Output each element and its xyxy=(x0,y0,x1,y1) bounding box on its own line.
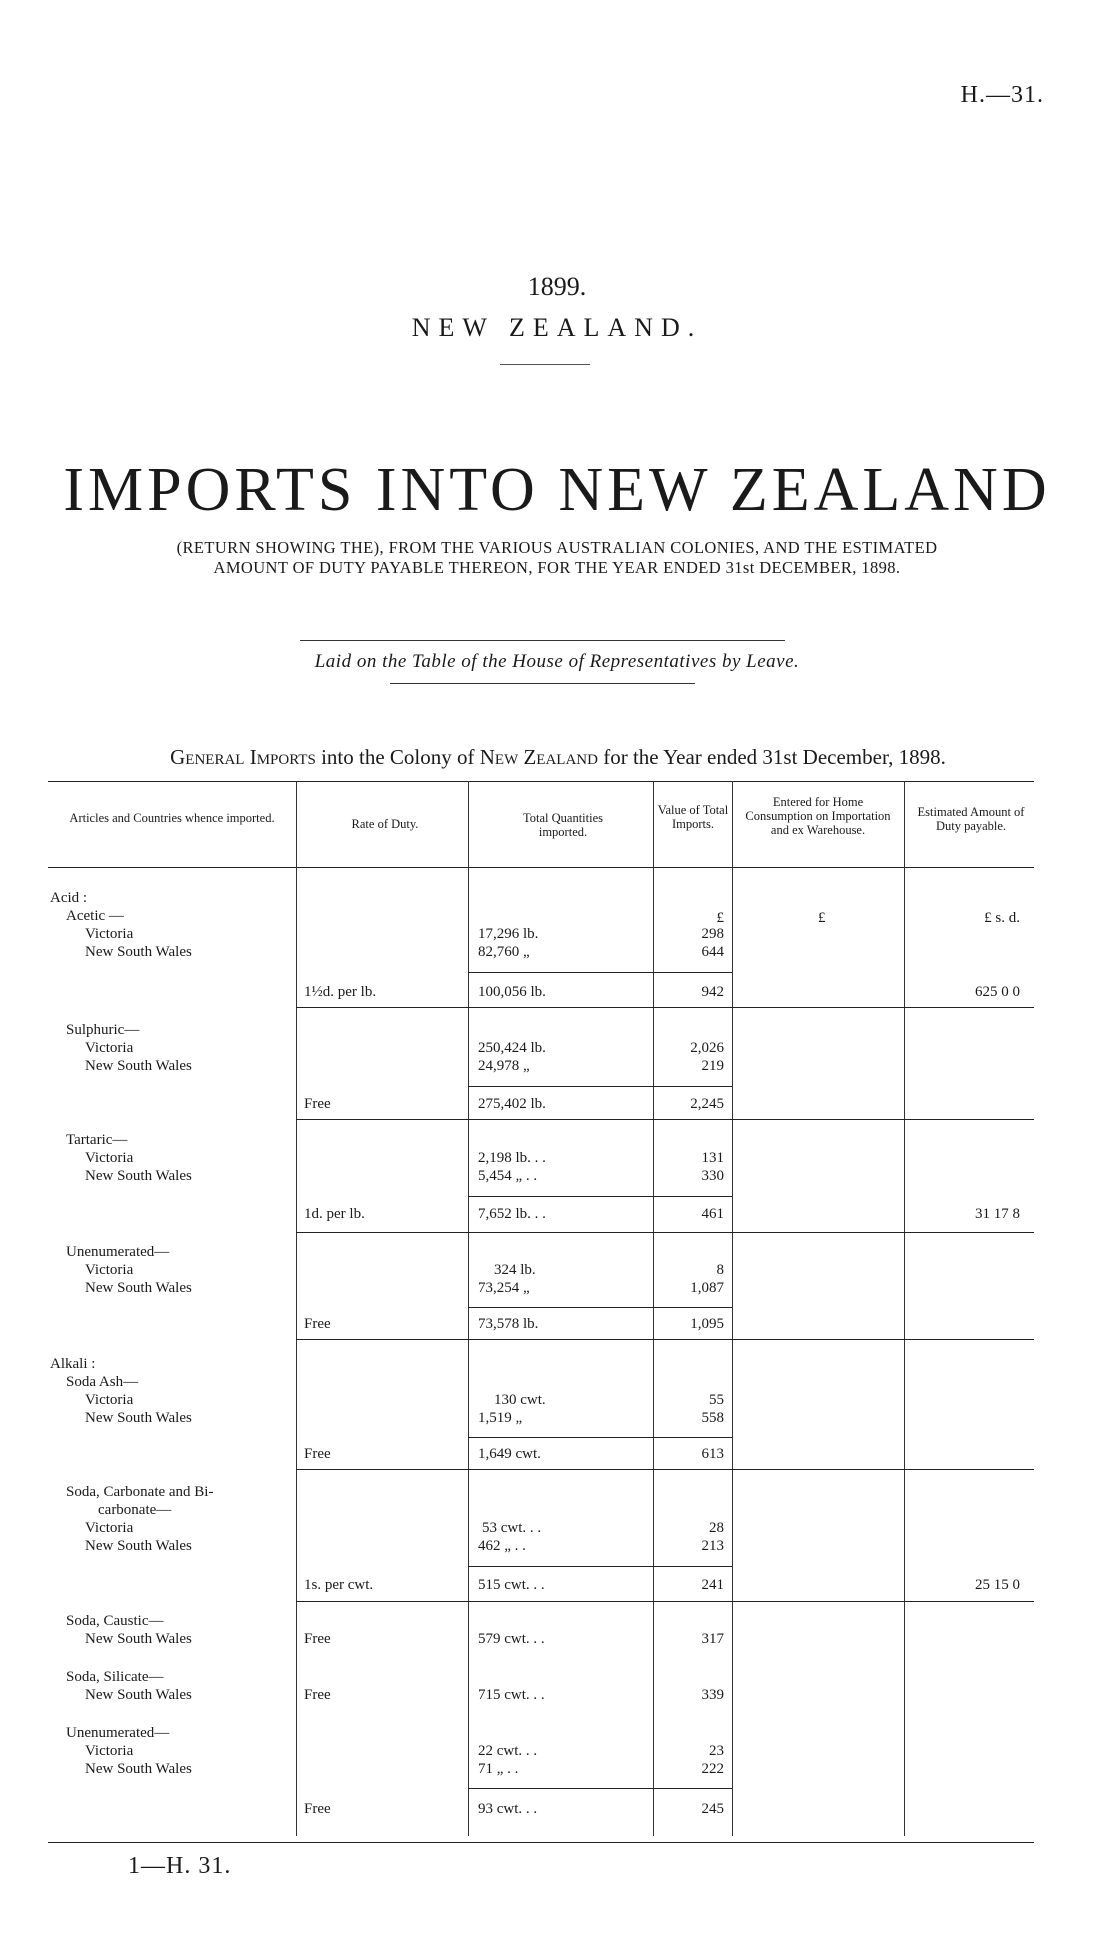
country-nsw: New South Wales xyxy=(85,1168,192,1184)
country-victoria: Victoria xyxy=(85,1040,134,1056)
total-value: 1,095 xyxy=(690,1316,724,1332)
rate: 1s. per cwt. xyxy=(304,1577,374,1593)
col-sep-2 xyxy=(468,781,469,1836)
col-sep-4 xyxy=(732,781,733,1836)
value: 8 xyxy=(716,1262,724,1278)
estimated-duty: 625 0 0 xyxy=(975,984,1020,1000)
subtotal-rule xyxy=(468,1566,732,1567)
quantity: 71 „ . . xyxy=(478,1761,519,1777)
country-nsw: New South Wales xyxy=(85,1058,192,1074)
article-soda-carbonate: Soda, Carbonate and Bi- xyxy=(66,1484,214,1500)
total-quantity: 100,056 lb. xyxy=(478,984,546,1000)
article-unenumerated: Unenumerated— xyxy=(66,1244,170,1260)
total-value: 339 xyxy=(701,1687,724,1703)
col-header-value: Value of Total Imports. xyxy=(657,803,729,831)
rate: 1½d. per lb. xyxy=(304,984,377,1000)
rate: 1d. per lb. xyxy=(304,1206,365,1222)
total-value: 613 xyxy=(701,1446,724,1462)
table-top-rule xyxy=(48,781,1034,782)
unit-duty: £ s. d. xyxy=(984,910,1020,926)
article-unenumerated: Unenumerated— xyxy=(66,1725,170,1741)
group-rule xyxy=(296,1232,1034,1233)
category-alkali: Alkali : xyxy=(50,1356,96,1372)
divider-top xyxy=(300,640,785,641)
col-header-rate: Rate of Duty. xyxy=(351,817,419,831)
group-rule xyxy=(296,1007,1034,1008)
rate: Free xyxy=(304,1316,331,1332)
value: 219 xyxy=(701,1058,724,1074)
article-tartaric: Tartaric— xyxy=(66,1132,128,1148)
value: 55 xyxy=(709,1392,724,1408)
page-subtitle xyxy=(40,538,1074,578)
quantity: 22 cwt. . . xyxy=(478,1743,538,1759)
total-value: 461 xyxy=(701,1206,724,1222)
total-value: 245 xyxy=(701,1801,724,1817)
col-sep-5 xyxy=(904,781,905,1836)
total-quantity: 515 cwt. . . xyxy=(478,1577,545,1593)
table-title xyxy=(48,745,1068,770)
short-divider xyxy=(500,364,590,365)
total-value: 2,245 xyxy=(690,1096,724,1112)
quantity: 5,454 „ . . xyxy=(478,1168,538,1184)
estimated-duty: 31 17 8 xyxy=(975,1206,1020,1222)
unit-entered: £ xyxy=(818,910,826,926)
subtotal-rule xyxy=(468,1086,732,1087)
country-victoria: Victoria xyxy=(85,1520,134,1536)
country-nsw: New South Wales xyxy=(85,1280,192,1296)
subtitle-line-2: AMOUNT OF DUTY PAYABLE THEREON, FOR THE YEAR ENDED 31st DECEMBER, 1898. xyxy=(213,558,901,577)
total-value: 241 xyxy=(701,1577,724,1593)
country-victoria: Victoria xyxy=(85,1262,134,1278)
col-header-articles: Articles and Countries whence imported. xyxy=(69,811,275,825)
quantity: 324 lb. xyxy=(494,1262,536,1278)
value: 558 xyxy=(701,1410,724,1426)
subtotal-rule xyxy=(468,1307,732,1308)
value: 131 xyxy=(701,1150,724,1166)
group-rule xyxy=(296,1469,1034,1470)
country-heading: NEW ZEALAND. xyxy=(411,313,703,342)
rate: Free xyxy=(304,1631,331,1647)
page-footer: 1—H. 31. xyxy=(128,1853,232,1879)
quantity: 17,296 lb. xyxy=(478,926,539,942)
col-header-estimated: Estimated Amount of Duty payable. xyxy=(917,805,1025,833)
quantity: 250,424 lb. xyxy=(478,1040,546,1056)
country-nsw: New South Wales xyxy=(85,1538,192,1554)
table-title-part-1: General Imports xyxy=(170,745,316,769)
rate: Free xyxy=(304,1446,331,1462)
country-nsw: New South Wales xyxy=(85,944,192,960)
table-title-part-2: into the Colony of xyxy=(315,745,480,769)
quantity: 130 cwt. xyxy=(494,1392,546,1408)
rate: Free xyxy=(304,1687,331,1703)
group-rule xyxy=(296,1119,1034,1120)
total-quantity: 715 cwt. . . xyxy=(478,1687,545,1703)
imports-table xyxy=(48,781,1034,1844)
table-title-part-3: New Zealand xyxy=(479,745,598,769)
value: 2,026 xyxy=(690,1040,724,1056)
category-acid: Acid : xyxy=(50,890,88,906)
value: 222 xyxy=(701,1761,724,1777)
col-header-quantities: Total Quantities imported. xyxy=(522,811,603,839)
rate: Free xyxy=(304,1096,331,1112)
total-quantity: 1,649 cwt. xyxy=(478,1446,541,1462)
table-bottom-rule xyxy=(48,1842,1034,1843)
table-title-part-4: for the Year ended 31st December, 1898. xyxy=(597,745,946,769)
total-value: 317 xyxy=(701,1631,724,1647)
country-victoria: Victoria xyxy=(85,1743,134,1759)
value: 330 xyxy=(701,1168,724,1184)
country-nsw: New South Wales xyxy=(85,1687,192,1703)
unit-value: £ xyxy=(716,910,724,926)
divider-bottom xyxy=(390,683,695,684)
subtotal-rule xyxy=(468,1437,732,1438)
country-victoria: Victoria xyxy=(85,926,134,942)
value: 23 xyxy=(709,1743,724,1759)
document-reference: H.—31. xyxy=(960,82,1044,108)
total-quantity: 579 cwt. . . xyxy=(478,1631,545,1647)
quantity: 1,519 „ xyxy=(478,1410,523,1426)
total-quantity: 7,652 lb. . . xyxy=(478,1206,546,1222)
quantity: 462 „ . . xyxy=(478,1538,526,1554)
col-header-entered: Entered for Home Consumption on Importation and ex Warehouse. xyxy=(745,795,891,837)
article-soda-caustic: Soda, Caustic— xyxy=(66,1613,164,1629)
quantity: 2,198 lb. . . xyxy=(478,1150,546,1166)
subtotal-rule xyxy=(468,972,732,973)
value: 644 xyxy=(701,944,724,960)
country-nsw: New South Wales xyxy=(85,1761,192,1777)
value: 28 xyxy=(709,1520,724,1536)
article-acetic: Acetic — xyxy=(66,908,124,924)
subtotal-rule xyxy=(468,1788,732,1789)
page-title: IMPORTS INTO NEW ZEALAND xyxy=(63,456,1051,524)
subtotal-rule xyxy=(468,1196,732,1197)
quantity: 82,760 „ xyxy=(478,944,530,960)
article-soda-silicate: Soda, Silicate— xyxy=(66,1669,164,1685)
document-year: 1899. xyxy=(527,272,587,301)
value: 1,087 xyxy=(690,1280,724,1296)
country-nsw: New South Wales xyxy=(85,1631,192,1647)
article-soda-ash: Soda Ash— xyxy=(66,1374,139,1390)
total-value: 942 xyxy=(701,984,724,1000)
country-victoria: Victoria xyxy=(85,1150,134,1166)
country-victoria: Victoria xyxy=(85,1392,134,1408)
rate: Free xyxy=(304,1801,331,1817)
country-nsw: New South Wales xyxy=(85,1410,192,1426)
value: 298 xyxy=(701,926,724,942)
quantity: 24,978 „ xyxy=(478,1058,530,1074)
value: 213 xyxy=(701,1538,724,1554)
quantity: 53 cwt. . . xyxy=(482,1520,542,1536)
subtitle-line-1: (RETURN SHOWING THE), FROM THE VARIOUS AUSTRALIAN COLONIES, AND THE ESTIMATED xyxy=(176,538,938,557)
article-soda-carbonate-cont: carbonate— xyxy=(98,1502,172,1518)
total-quantity: 73,578 lb. xyxy=(478,1316,539,1332)
col-sep-1 xyxy=(296,781,297,1836)
laid-on-table-note: Laid on the Table of the House of Representatives by Leave. xyxy=(314,651,800,672)
quantity: 73,254 „ xyxy=(478,1280,530,1296)
header-bottom-rule xyxy=(48,867,1034,868)
total-quantity: 93 cwt. . . xyxy=(478,1801,538,1817)
article-sulphuric: Sulphuric— xyxy=(66,1022,140,1038)
total-quantity: 275,402 lb. xyxy=(478,1096,546,1112)
estimated-duty: 25 15 0 xyxy=(975,1577,1020,1593)
group-rule xyxy=(296,1339,1034,1340)
group-rule xyxy=(296,1601,1034,1602)
